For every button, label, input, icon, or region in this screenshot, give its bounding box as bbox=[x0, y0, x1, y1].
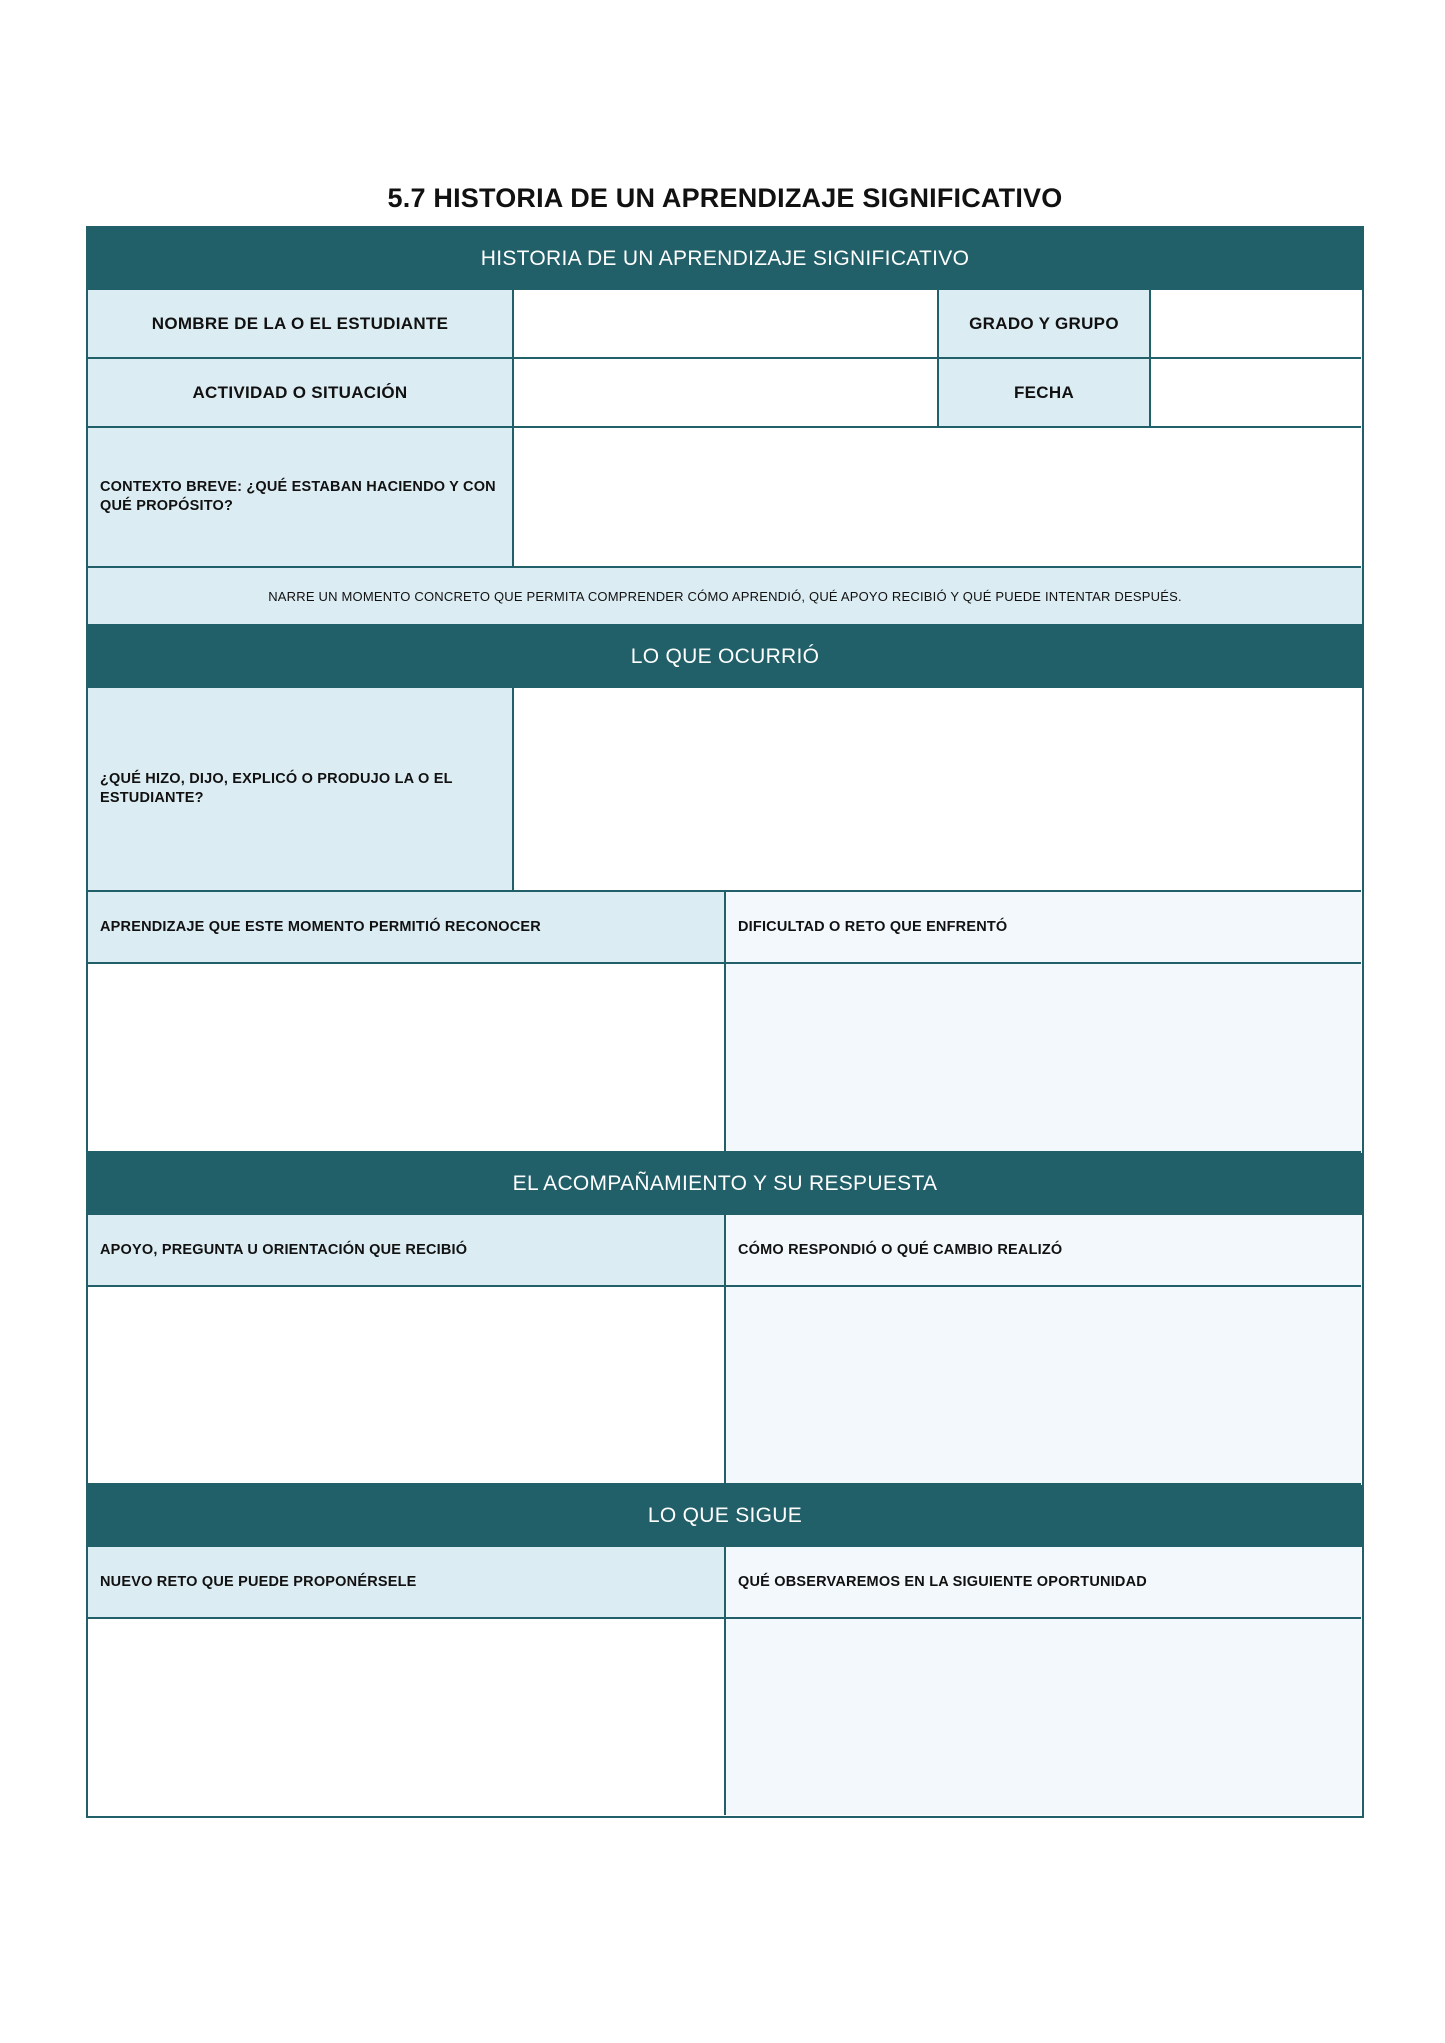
learning-field[interactable] bbox=[88, 964, 726, 1153]
activity-row bbox=[88, 359, 1362, 428]
context-field[interactable] bbox=[514, 428, 1361, 568]
what-did-label: ¿QUÉ HIZO, DIJO, EXPLICÓ O PRODUJO LA O EL ESTUDIANTE? bbox=[88, 688, 514, 892]
observe-field[interactable] bbox=[726, 1619, 1361, 1815]
response-label: CÓMO RESPONDIÓ O QUÉ CAMBIO REALIZÓ bbox=[726, 1215, 1361, 1287]
grade-group-field[interactable] bbox=[1151, 290, 1361, 359]
support-response-fields bbox=[88, 1287, 1362, 1485]
student-name-field[interactable] bbox=[514, 290, 939, 359]
section-header-occurred: LO QUE OCURRIÓ bbox=[88, 626, 1362, 688]
student-name-label: NOMBRE DE LA O EL ESTUDIANTE bbox=[88, 290, 514, 359]
grade-group-label: GRADO Y GRUPO bbox=[939, 290, 1151, 359]
difficulty-field[interactable] bbox=[726, 964, 1361, 1153]
learning-difficulty-fields bbox=[88, 964, 1362, 1153]
support-response-labels bbox=[88, 1215, 1362, 1287]
section-header-next: LO QUE SIGUE bbox=[88, 1485, 1362, 1547]
page-title: 5.7 HISTORIA DE UN APRENDIZAJE SIGNIFICATIVO bbox=[387, 183, 1063, 213]
context-row bbox=[88, 428, 1362, 568]
activity-field[interactable] bbox=[514, 359, 939, 428]
new-challenge-field[interactable] bbox=[88, 1619, 726, 1815]
support-field[interactable] bbox=[88, 1287, 726, 1485]
what-did-field[interactable] bbox=[514, 688, 1361, 892]
next-labels bbox=[88, 1547, 1362, 1619]
next-fields bbox=[88, 1619, 1362, 1815]
instruction-note: NARRE UN MOMENTO CONCRETO QUE PERMITA COMPRENDER CÓMO APRENDIÓ, QUÉ APOYO RECIBIÓ Y QUÉ PUEDE INTENTAR DESPUÉS. bbox=[88, 568, 1362, 626]
new-challenge-label: NUEVO RETO QUE PUEDE PROPONÉRSELE bbox=[88, 1547, 726, 1619]
activity-label: ACTIVIDAD O SITUACIÓN bbox=[88, 359, 514, 428]
response-field[interactable] bbox=[726, 1287, 1361, 1485]
date-field[interactable] bbox=[1151, 359, 1361, 428]
section-header-support: EL ACOMPAÑAMIENTO Y SU RESPUESTA bbox=[88, 1153, 1362, 1215]
learning-difficulty-labels bbox=[88, 892, 1362, 964]
support-label: APOYO, PREGUNTA U ORIENTACIÓN QUE RECIBIÓ bbox=[88, 1215, 726, 1287]
context-label: CONTEXTO BREVE: ¿QUÉ ESTABAN HACIENDO Y CON QUÉ PROPÓSITO? bbox=[88, 428, 514, 568]
learning-label: APRENDIZAJE QUE ESTE MOMENTO PERMITIÓ RECONOCER bbox=[88, 892, 726, 964]
learning-story-form bbox=[86, 226, 1364, 1818]
what-did-row bbox=[88, 688, 1362, 892]
difficulty-label: DIFICULTAD O RETO QUE ENFRENTÓ bbox=[726, 892, 1361, 964]
student-row bbox=[88, 290, 1362, 359]
date-label: FECHA bbox=[939, 359, 1151, 428]
observe-label: QUÉ OBSERVAREMOS EN LA SIGUIENTE OPORTUNIDAD bbox=[726, 1547, 1361, 1619]
form-header: HISTORIA DE UN APRENDIZAJE SIGNIFICATIVO bbox=[88, 228, 1362, 290]
